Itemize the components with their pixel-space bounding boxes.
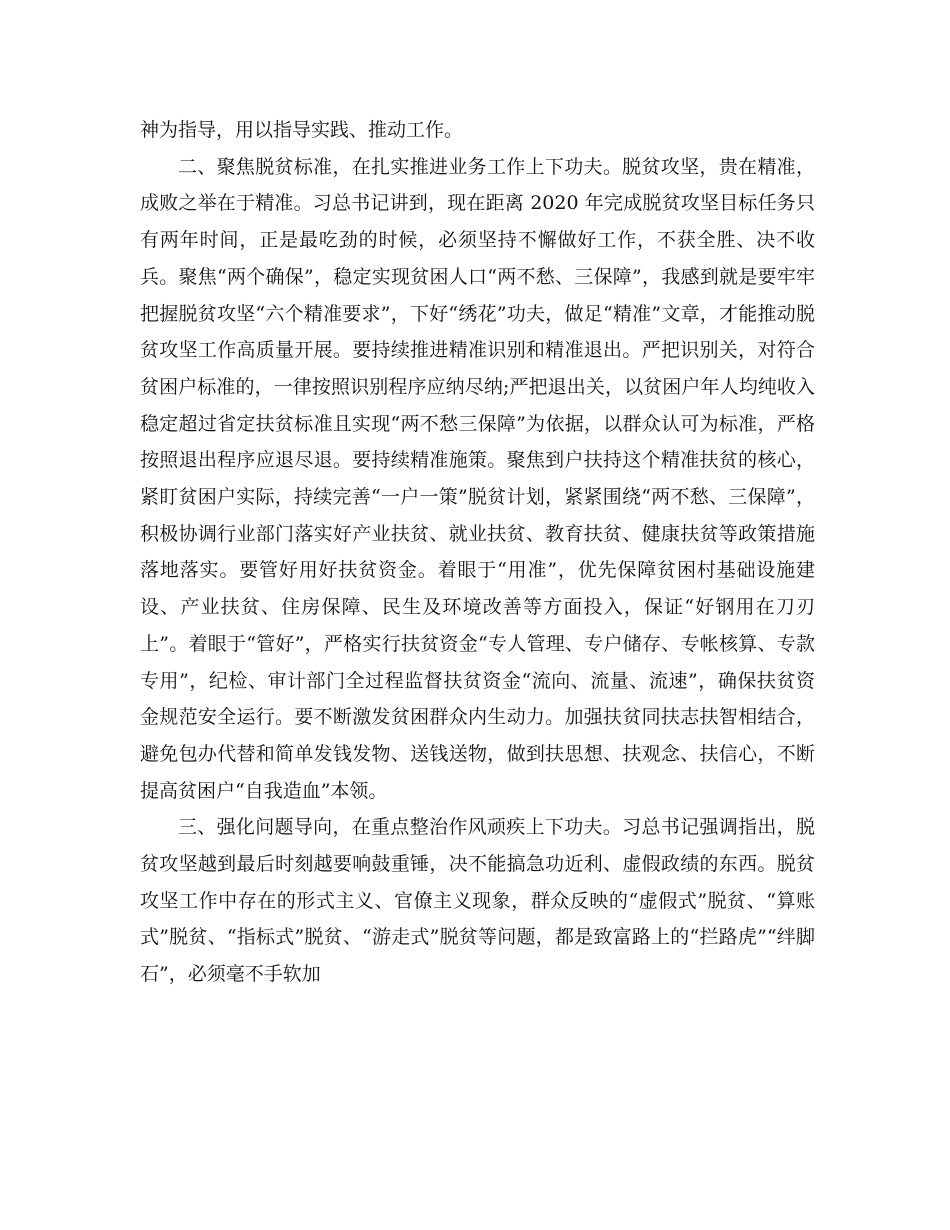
paragraph-section-3: 三、强化问题导向，在重点整治作风顽疾上下功夫。习总书记强调指出，脱贫攻坚越到最后时刻越要响鼓重锤，决不能搞急功近利、虚假政绩的东西。脱贫攻坚工作中存在的形式主义、官僚主义现象，群众反映的“虚假式”脱贫、“算账式”脱贫、“指标式”脱贫、“游走式”脱贫等问题，都是致富路上的“拦路虎”“绊脚石”，必须毫不手软加 xyxy=(140,816,815,986)
paragraph-section-2: 二、聚焦脱贫标准，在扎实推进业务工作上下功夫。脱贫攻坚，贵在精准，成败之举在于精准。习总书记讲到，现在距离 2020 年完成脱贫攻坚目标任务只有两年时间，正是最吃劲的时候，必须坚持不懈做好工作，不获全胜、决不收兵。聚焦“两个确保”，稳定实现贫困人口“两不愁、三保障”，我感到就是要牢牢把握脱贫攻坚“六个精准要求”，下好“绣花”功夫，做足“精准”文章，才能推动脱贫攻坚工作高质量开展。要持续推进精准识别和精准退出。严把识别关，对符合贫困户标准的，一律按照识别程序应纳尽纳;严把退出关，以贫困户年人均纯收入稳定超过省定扶贫标准且实现“两不愁三保障”为依据，以群众认可为标准，严格按照退出程序应退尽退。要持续精准施策。聚焦到户扶持这个精准扶贫的核心，紧盯贫困户实际，持续完善“一户一策”脱贫计划，紧紧围绕“两不愁、三保障”， 积极协调行业部门落实好产业扶贫、就业扶贫、教育扶贫、健康扶贫等政策措施落地落实。要管好用好扶贫资金。着眼于“用准”，优先保障贫困村基础设施建设、产业扶贫、住房保障、民生及环境改善等方面投入，保证“好钢用在刀刃上”。着眼于“管好”，严格实行扶贫资金“专人管理、专户储存、专帐核算、专款专用”，纪检、审计部门全过程监督扶贫资金“流向、流量、流速”，确保扶贫资金规范安全运行。要不断激发贫困群众内生动力。加强扶贫同扶志扶智相结合，避免包办代替和简单发钱发物、送钱送物，做到扶思想、扶观念、扶信心，不断提高贫困户“自我造血”本领。 xyxy=(140,155,815,802)
document-body xyxy=(140,112,815,993)
paragraph-continued: 神为指导，用以指导实践、推动工作。 xyxy=(140,119,464,141)
